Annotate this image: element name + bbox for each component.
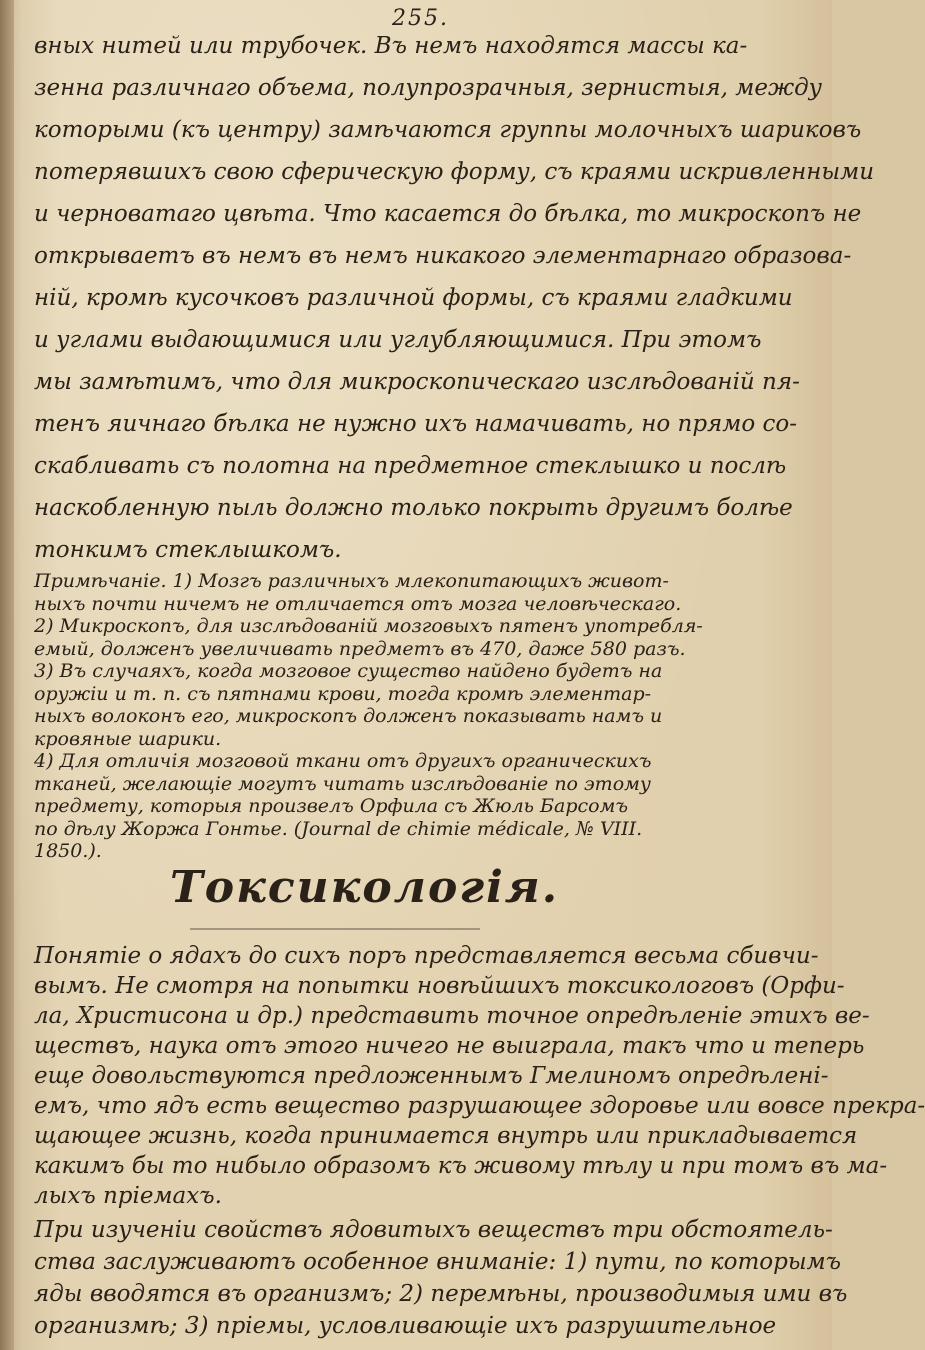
heading-underline <box>190 928 480 930</box>
page-number: 255. <box>392 6 449 31</box>
note-line: предмету, которыя произвелъ Орфила съ Жюль Барсомъ <box>34 795 629 817</box>
text-line: емъ, что ядъ есть вещество разрушающее здоровье или вовсе прекра- <box>34 1093 925 1119</box>
note-line: 4) Для отличія мозговой ткани отъ другихъ органическихъ <box>34 750 652 772</box>
text-line: яды вводятся въ организмъ; 2) перемѣны, производимыя ими въ <box>34 1281 848 1307</box>
text-line: которыми (къ центру) замѣчаются группы молочныхъ шариковъ <box>34 117 862 143</box>
text-line: еще довольствуются предложеннымъ Гмелиномъ опредѣлені- <box>34 1063 829 1089</box>
text-line: Понятіе о ядахъ до сихъ поръ представляется весьма сбивчи- <box>34 943 819 969</box>
text-line: тонкимъ стеклышкомъ. <box>34 537 342 563</box>
note-line: кровяные шарики. <box>34 727 222 750</box>
text-line: ства заслуживаютъ особенное вниманіе: 1) пути, по которымъ <box>34 1249 841 1275</box>
note-line: по дѣлу Жоржа Гонтье. (Journal de chimie médicale, № VIII. <box>34 817 643 840</box>
text-line: тенъ яичнаго бѣлка не нужно ихъ намачивать, но прямо со- <box>34 411 797 437</box>
note-line: 1850.). <box>34 840 102 862</box>
text-line: ществъ, наука отъ этого ничего не выиграла, такъ что и теперь <box>34 1033 865 1059</box>
text-line: ній, кромѣ кусочковъ различной формы, съ краями гладкими <box>34 285 793 311</box>
text-line: При изученіи свойствъ ядовитыхъ веществъ три обстоятель- <box>34 1217 833 1243</box>
note-line: 3) Въ случаяхъ, когда мозговое существо найдено будетъ на <box>34 660 663 682</box>
text-line: лыхъ пріемахъ. <box>34 1183 222 1209</box>
text-line: какимъ бы то нибыло образомъ къ живому тѣлу и при томъ въ ма- <box>34 1153 888 1179</box>
note-line: Примѣчаніе. 1) Мозгъ различныхъ млекопитающихъ живот- <box>34 570 669 592</box>
text-line: и углами выдающимися или углубляющимися. При этомъ <box>34 327 762 353</box>
note-line: ныхъ почти ничемъ не отличается отъ мозга человѣческаго. <box>34 592 682 615</box>
text-line: потерявшихъ свою сферическую форму, съ краями искривленными <box>34 159 875 185</box>
text-line: наскобленную пыль должно только покрыть другимъ болѣе <box>34 495 793 521</box>
text-line: и черноватаго цвѣта. Что касается до бѣлка, то микроскопъ не <box>34 201 862 227</box>
note-line: 2) Микроскопъ, для изслѣдованій мозговыхъ пятенъ употребля- <box>34 615 703 637</box>
text-line: зенна различнаго объема, полупрозрачныя, зернистыя, между <box>34 75 823 101</box>
text-line: вымъ. Не смотря на попытки новѣйшихъ токсикологовъ (Орфи- <box>34 973 845 999</box>
text-line: щающее жизнь, когда принимается внутрь или прикладывается <box>34 1123 858 1149</box>
note-line: ныхъ волоконъ его, микроскопъ долженъ показывать намъ и <box>34 705 663 727</box>
text-line: ла, Христисона и др.) представить точное опредѣленіе этихъ ве- <box>34 1003 870 1029</box>
text-line: вных нитей или трубочек. Въ немъ находятся массы ка- <box>34 33 748 59</box>
text-line: организмѣ; 3) пріемы, условливающіе ихъ разрушительное <box>34 1313 777 1339</box>
note-line: тканей, желающіе могутъ читать изслѣдованіе по этому <box>34 772 651 795</box>
note-line: оружіи и т. п. съ пятнами крови, тогда кромѣ элементар- <box>34 682 652 705</box>
text-line: скабливать съ полотна на предметное стеклышко и послѣ <box>34 453 787 479</box>
note-line: емый, долженъ увеличивать предметъ въ 470, даже 580 разъ. <box>34 637 686 660</box>
binding-gutter <box>0 0 14 1350</box>
section-heading: Токсикологія. <box>170 862 560 913</box>
text-line: открываетъ въ немъ въ немъ никакого элементарнаго образова- <box>34 243 852 269</box>
text-line: мы замѣтимъ, что для микроскопическаго изслѣдованій пя- <box>34 369 800 395</box>
